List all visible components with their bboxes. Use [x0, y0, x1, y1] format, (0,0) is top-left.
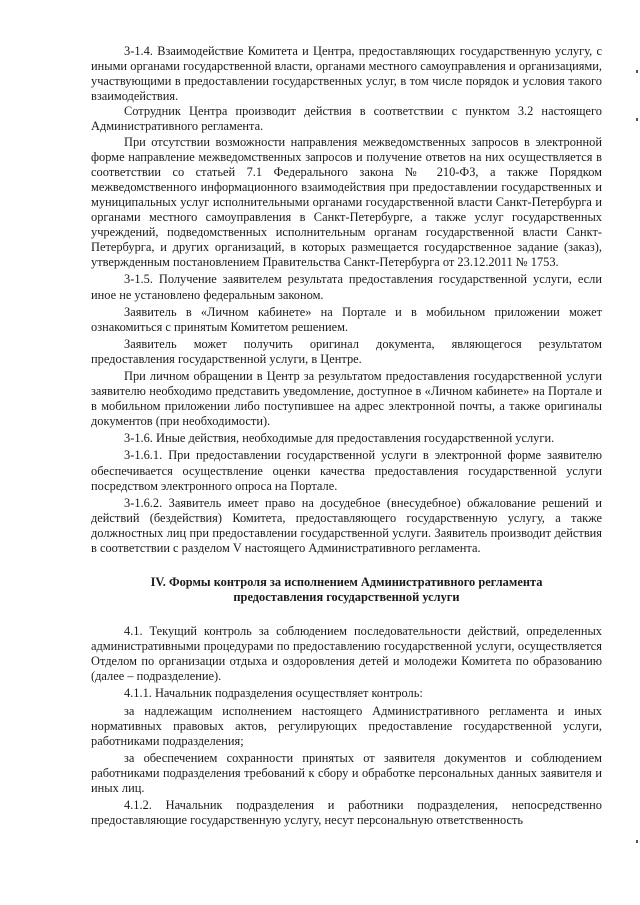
document-body	[91, 44, 602, 828]
section-heading	[91, 575, 602, 605]
paragraph-4-1-2: 4.1.2. Начальник подразделения и работники подразделения, непосредственно предоставляющие государственную услугу, несут персональную ответственность	[91, 798, 602, 828]
scan-edge-mark	[636, 118, 638, 121]
paragraph-personal-cabinet: Заявитель в «Личном кабинете» на Портале и в мобильном приложении может ознакомиться с принятым Комитетом решением.	[91, 304, 602, 334]
paragraph-employee-actions: Сотрудник Центра производит действия в соответствии с пунктом 3.2 настоящего Административного регламента.	[91, 104, 602, 134]
paragraph-3-1-4: 3-1.4. Взаимодействие Комитета и Центра, предоставляющих государственную услугу, с иными органами государственной власти, органами местного самоуправления и организациями, участвующими в предоставлении государственных услуг, в том числе порядок и условия такого взаимодействия.	[91, 44, 602, 104]
section-heading-line-1: IV. Формы контроля за исполнением Административного регламента	[150, 575, 543, 590]
section-heading-line-2: предоставления государственной услуги	[233, 590, 460, 605]
paragraph-4-1-1: 4.1.1. Начальник подразделения осуществляет контроль:	[124, 686, 423, 701]
paragraph-3-1-6-2: 3-1.6.2. Заявитель имеет право на досудебное (внесудебное) обжалование решений и действий (бездействия) Комитета, предоставляющего государственную услугу, а также должностных лиц при предоставлении государственной услуги. Заявитель производит действия в соответствии с разделом V настоящего Административного регламента.	[91, 495, 602, 555]
paragraph-control-documents: за обеспечением сохранности принятых от заявителя документов и соблюдением работниками подразделения требований к сбору и обработке персональных данных заявителя и иных лиц.	[91, 750, 602, 796]
paragraph-3-1-5: 3-1.5. Получение заявителем результата предоставления государственной услуги, если иное не установлено федеральным законом.	[91, 272, 602, 302]
paragraph-3-1-6: 3-1.6. Иные действия, необходимые для предоставления государственной услуги.	[124, 431, 555, 446]
paragraph-original-document: Заявитель может получить оригинал документа, являющегося результатом предоставления государственной услуги, в Центре.	[91, 336, 602, 366]
paragraph-interagency-requests: При отсутствии возможности направления межведомственных запросов в электронной форме направление межведомственных запросов и получение ответов на них осуществляется в соответствии со статьей 7.1 Федерального закона № 210-ФЗ, а также Порядком межведомственного информационного взаимодействия при предоставлении государственных и муниципальных услуг исполнительными органами государственной власти Санкт-Петербурга и органами местного самоуправления в Санкт-Петербурге, а также услуг государственных учреждений, подведомственных исполнительным органам государственной власти Санкт-Петербурга, и других организаций, в которых размещается государственное задание (заказ), утвержденным постановлением Правительства Санкт-Петербурга от 23.12.2011 № 1753.	[91, 134, 602, 270]
paragraph-4-1: 4.1. Текущий контроль за соблюдением последовательности действий, определенных административными процедурами по предоставлению государственной услуги, осуществляется Отделом по организации отдыха и оздоровления детей и молодежи Комитета по образованию (далее – подразделение).	[91, 624, 602, 684]
paragraph-3-1-6-1: 3-1.6.1. При предоставлении государственной услуги в электронной форме заявителю обеспечивается осуществление оценки качества предоставления государственной услуги посредством электронного опроса на Портале.	[91, 448, 602, 493]
paragraph-personal-visit: При личном обращении в Центр за результатом предоставления государственной услуги заявителю необходимо представить уведомление, доступное в «Личном кабинете» на Портале и в мобильном приложении либо поступившее на адрес электронной почты, а также оригиналы документов (при необходимости).	[91, 368, 602, 429]
scan-edge-mark	[636, 840, 638, 843]
paragraph-control-regulation: за надлежащим исполнением настоящего Административного регламента и иных нормативных правовых актов, регулирующих предоставление государственной услуги, работниками подразделения;	[91, 703, 602, 748]
scan-edge-mark	[636, 70, 638, 73]
